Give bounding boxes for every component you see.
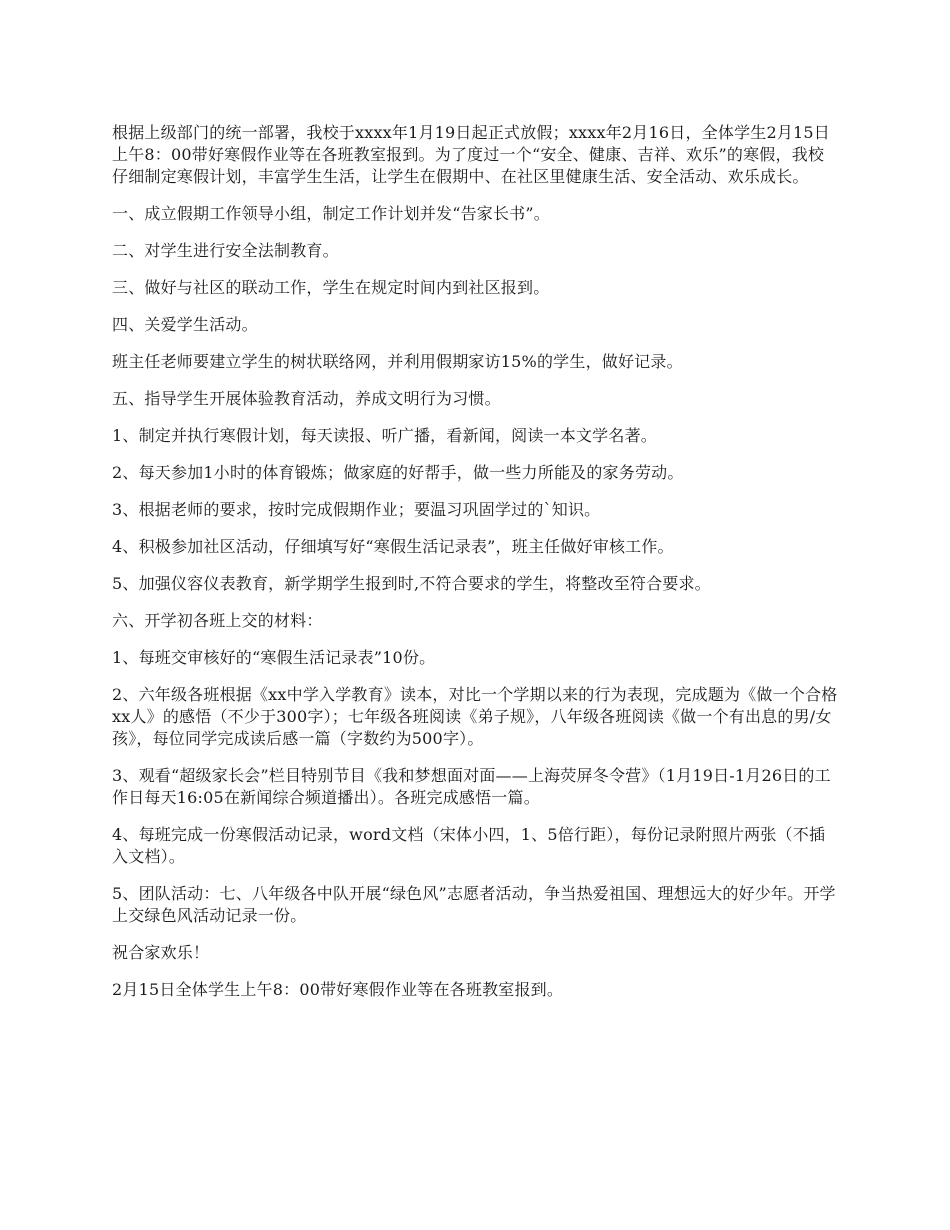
paragraph-material-2: 2、六年级各班根据《xx中学入学教育》读本，对比一个学期以来的行为表现，完成题为《做一个合格xx人》的感悟（不少于300字）；七年级各班阅读《弟子规》，八年级各班阅读《做一个有出息的男/女孩》，每位同学完成读后感一篇（字数约为500字）。	[112, 685, 838, 748]
paragraph-material-4: 4、每班完成一份寒假活动记录，word文档（宋体小四，1、5倍行距），每份记录附照片两张（不插入文档）。	[112, 825, 826, 866]
paragraph-closing: 祝合家欢乐！	[112, 943, 210, 962]
paragraph-sub-5: 5、加强仪容仪表教育，新学期学生报到时,不符合要求的学生，将整改至符合要求。	[112, 574, 711, 593]
paragraph-sub-4: 4、积极参加社区活动，仔细填写好“寒假生活记录表”，班主任做好审核工作。	[112, 537, 674, 556]
document-body	[112, 122, 840, 1016]
paragraph-home-visit: 班主任老师要建立学生的树状联络网，并利用假期家访15%的学生，做好记录。	[112, 352, 683, 371]
paragraph-intro: 根据上级部门的统一部署，我校于xxxx年1月19日起正式放假；xxxx年2月16日，全体学生2月15日上午8：00带好寒假作业等在各班教室报到。为了度过一个“安全、健康、吉祥、欢乐”的寒假，我校仔细制定寒假计划，丰富学生生活，让学生在假期中、在社区里健康生活、安全活动、欢乐成长。	[112, 123, 831, 186]
paragraph-material-1: 1、每班交审核好的“寒假生活记录表”10份。	[112, 648, 436, 667]
paragraph-item-6: 六、开学初各班上交的材料：	[112, 611, 323, 630]
paragraph-item-4: 四、关爱学生活动。	[112, 315, 258, 334]
paragraph-material-3: 3、观看“超级家长会”栏目特别节目《我和梦想面对面——上海荧屏冬令营》（1月19日-1月26日的工作日每天16:05在新闻综合频道播出）。各班完成感悟一篇。	[112, 766, 831, 807]
paragraph-item-5: 五、指导学生开展体验教育活动，养成文明行为习惯。	[112, 389, 501, 408]
paragraph-material-5: 5、团队活动：七、八年级各中队开展“绿色风”志愿者活动，争当热爱祖国、理想远大的好少年。开学上交绿色风活动记录一份。	[112, 884, 836, 925]
paragraph-sub-2: 2、每天参加1小时的体育锻炼；做家庭的好帮手，做一些力所能及的家务劳动。	[112, 463, 684, 482]
paragraph-sub-3: 3、根据老师的要求，按时完成假期作业；要温习巩固学过的`知识。	[112, 500, 601, 519]
paragraph-sub-1: 1、制定并执行寒假计划，每天读报、听广播，看新闻，阅读一本文学名著。	[112, 426, 657, 445]
paragraph-item-1: 一、成立假期工作领导小组，制定工作计划并发“告家长书”。	[112, 204, 550, 223]
paragraph-reminder: 2月15日全体学生上午8：00带好寒假作业等在各班教室报到。	[112, 980, 564, 999]
paragraph-item-3: 三、做好与社区的联动工作，学生在规定时间内到社区报到。	[112, 278, 550, 297]
paragraph-item-2: 二、对学生进行安全法制教育。	[112, 241, 339, 260]
